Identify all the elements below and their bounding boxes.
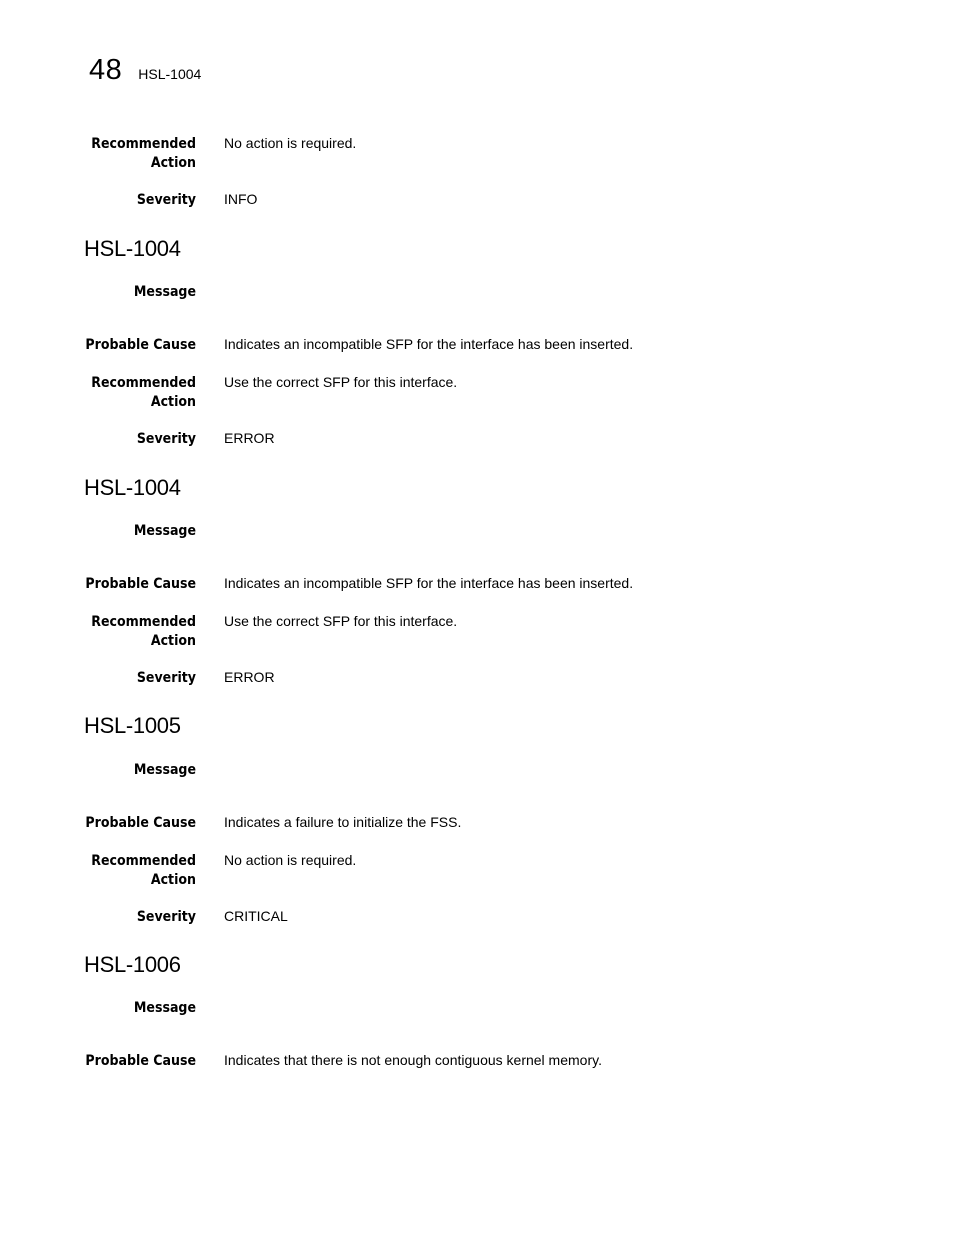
probable-cause-label: Probable Cause [85,815,196,831]
probable-cause-value: Indicates a failure to initialize the FSS. [224,814,462,830]
message-label: Message [133,762,196,778]
chapter-number: 48 [89,54,123,86]
severity-value: CRITICAL [224,908,288,924]
section-title: HSL-1005 [84,713,181,738]
severity-label: Severity [136,431,196,447]
recommended-action-value: Use the correct SFP for this interface. [224,613,458,629]
section-title: HSL-1006 [84,952,181,977]
probable-cause-label: Probable Cause [85,1053,196,1069]
recommended-action-value: No action is required. [224,135,357,151]
section-title: HSL-1004 [84,475,181,500]
recommended-action-label: Recommended Action [91,853,196,888]
probable-cause-value: Indicates an incompatible SFP for the interface has been inserted. [224,336,634,352]
probable-cause-label: Probable Cause [85,576,196,592]
message-label: Message [133,523,196,539]
page-header [89,54,201,94]
recommended-action-label: Recommended Action [91,375,196,410]
message-label: Message [133,284,196,300]
recommended-action-value: No action is required. [224,852,357,868]
section-title: HSL-1004 [84,236,181,261]
probable-cause-value: Indicates that there is not enough contiguous kernel memory. [224,1052,602,1068]
recommended-action-value: Use the correct SFP for this interface. [224,374,458,390]
probable-cause-value: Indicates an incompatible SFP for the interface has been inserted. [224,575,634,591]
severity-value: INFO [224,191,258,207]
recommended-action-label: Recommended Action [91,614,196,649]
message-label: Message [133,1000,196,1016]
severity-label: Severity [136,670,196,686]
severity-label: Severity [136,909,196,925]
severity-value: ERROR [224,430,275,446]
probable-cause-label: Probable Cause [85,337,196,353]
severity-label: Severity [136,192,196,208]
recommended-action-label: Recommended Action [91,136,196,171]
severity-value: ERROR [224,669,275,685]
running-title: HSL-1004 [138,66,202,82]
